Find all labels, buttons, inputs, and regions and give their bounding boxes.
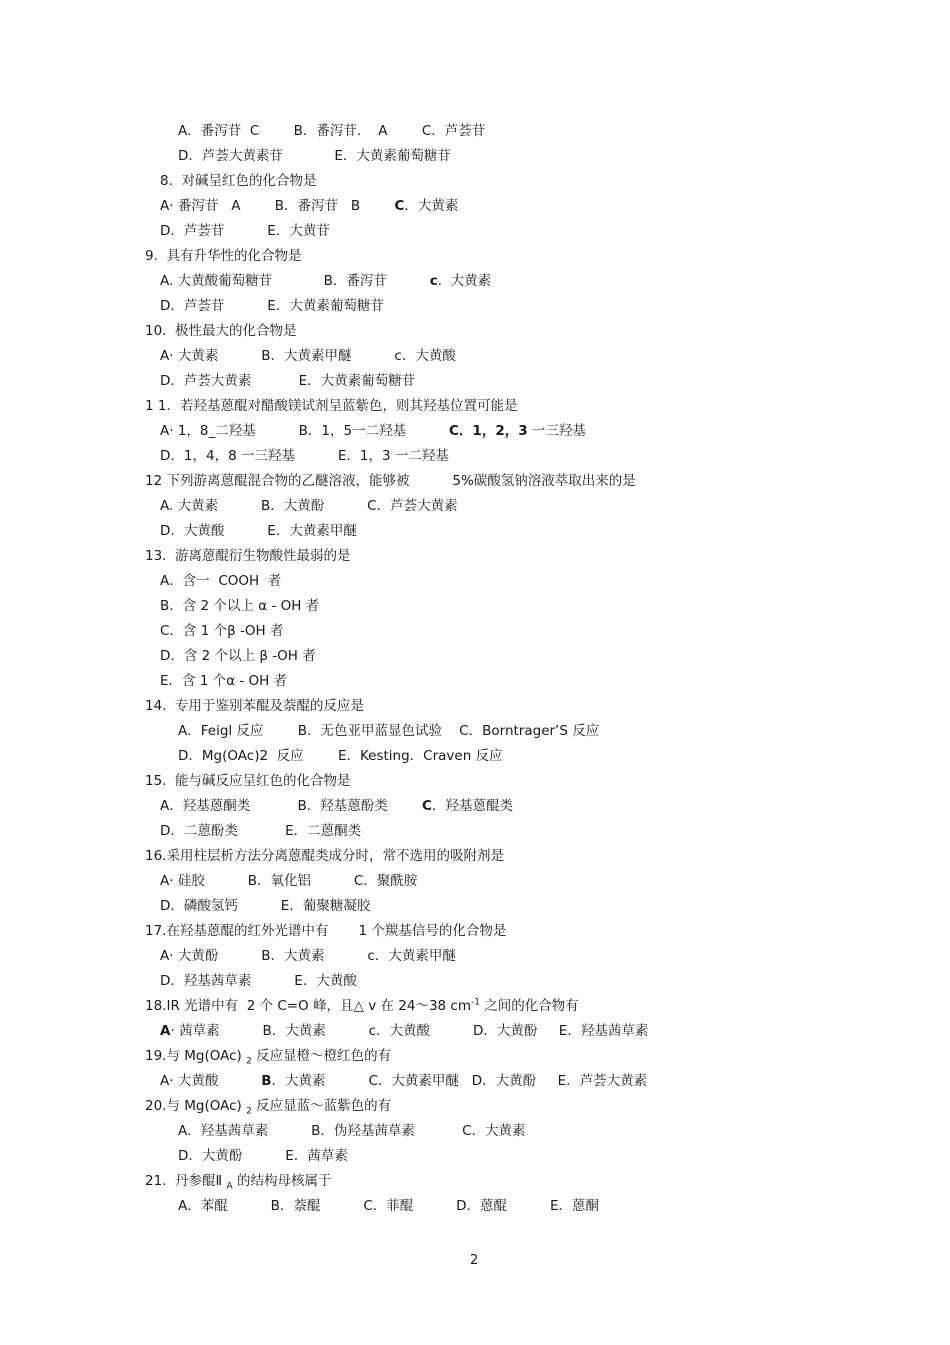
text-line-22 xyxy=(160,647,316,665)
text-line-15 xyxy=(145,472,636,490)
text-line-16 xyxy=(160,497,458,515)
text-segment: C xyxy=(394,198,405,214)
text-segment: A· 大黄酸 xyxy=(160,1073,262,1089)
text-segment: A· 番泻苷 A B．番泻苷 B xyxy=(160,198,395,214)
text-segment: A xyxy=(226,1181,233,1192)
text-line-11 xyxy=(160,372,415,390)
text-segment: D．1，4，8 一三羟基 E．1，3 一二羟基 xyxy=(160,448,449,464)
text-segment: C．含 1 个β -OH 者 xyxy=(160,623,284,639)
text-segment: · 茜草素 B．大黄素 c．大黄酸 D．大黄酚 E．羟基茜草素 xyxy=(170,1023,649,1039)
text-segment: ．大黄素 xyxy=(404,198,459,214)
text-line-6 xyxy=(145,247,301,265)
text-segment: A．含一 COOH 者 xyxy=(160,573,282,589)
text-line-41 xyxy=(178,1122,526,1140)
text-segment: A xyxy=(160,1023,171,1039)
text-line-17 xyxy=(160,522,357,540)
text-segment: 12 下列游离蒽醌混合物的乙醚溶液，能够被 5%碳酸氢钠溶液萃取出来的是 xyxy=(145,473,636,489)
text-line-36 xyxy=(145,997,579,1015)
text-line-25 xyxy=(178,722,599,740)
text-segment: 之间的化合物有 xyxy=(479,998,579,1014)
text-line-32 xyxy=(160,897,370,915)
text-segment: A· 大黄素 B．大黄素甲醚 c．大黄酸 xyxy=(160,348,456,364)
page-number: 2 xyxy=(470,1253,479,1268)
text-line-35 xyxy=(160,972,357,990)
text-segment: D．芦荟大黄素苷 E．大黄素葡萄糖苷 xyxy=(178,148,451,164)
text-segment: D．大黄酸 E．大黄素甲醚 xyxy=(160,523,357,539)
text-segment: -1 xyxy=(471,997,480,1008)
text-line-31 xyxy=(160,872,417,890)
text-segment: 15. 能与碱反应呈红色的化合物是 xyxy=(145,773,351,789)
text-segment: A. 大黄素 B．大黄酚 C．芦荟大黄素 xyxy=(160,498,458,514)
text-line-27 xyxy=(145,772,351,790)
text-segment: 13. 游离蒽醌衍生物酸性最弱的是 xyxy=(145,548,351,564)
text-segment: C xyxy=(422,798,432,814)
text-line-34 xyxy=(160,947,456,965)
text-line-33 xyxy=(145,922,506,940)
text-line-40 xyxy=(145,1097,391,1115)
text-segment: 18.IR 光谱中有 2 个 C=O 峰，且△ v 在 24～38 cm xyxy=(145,998,471,1014)
text-segment: D．二蒽酚类 E．二蒽酮类 xyxy=(160,823,362,839)
text-segment: 2 xyxy=(246,1106,252,1117)
text-segment: A．番泻苷 C B．番泻苷. A C．芦荟苷 xyxy=(178,123,486,139)
text-segment: B xyxy=(261,1073,272,1089)
text-segment: D．芦荟大黄素 E．大黄素葡萄糖苷 xyxy=(160,373,416,389)
text-segment: 19.与 Mg(OAc) xyxy=(145,1048,247,1064)
text-segment: B．含 2 个以上 α - OH 者 xyxy=(160,598,320,614)
text-line-28 xyxy=(160,797,513,815)
text-line-9 xyxy=(145,322,297,340)
text-line-12 xyxy=(145,397,517,415)
text-line-4 xyxy=(160,197,458,215)
text-line-38 xyxy=(145,1047,391,1065)
text-segment: 21. 丹参醌Ⅱ xyxy=(145,1173,227,1189)
text-segment: A．苯醌 B．萘醌 C．菲醌 D．蒽醌 E．蒽酮 xyxy=(178,1198,599,1214)
text-line-37 xyxy=(160,1022,648,1040)
text-segment: D．羟基茜草素 E．大黄酸 xyxy=(160,973,357,989)
text-segment: E．含 1 个α - OH 者 xyxy=(160,673,288,689)
text-segment: 2 xyxy=(246,1056,252,1067)
text-segment: A. 大黄酸葡萄糖苷 B．番泻苷 xyxy=(160,273,430,289)
text-line-7 xyxy=(160,272,491,290)
text-segment: 16.采用柱层析方法分离蒽醌类成分时，常不选用的吸附剂是 xyxy=(145,848,504,864)
text-line-10 xyxy=(160,347,456,365)
text-segment: . 大黄素 xyxy=(437,273,492,289)
text-line-30 xyxy=(145,847,504,865)
text-line-8 xyxy=(160,297,384,315)
text-line-13 xyxy=(160,422,586,440)
text-segment: 反应显橙～橙红色的有 xyxy=(251,1048,392,1064)
text-segment: c xyxy=(429,273,438,289)
text-segment: D．含 2 个以上 β -OH 者 xyxy=(160,648,316,664)
text-line-39 xyxy=(160,1072,647,1090)
text-line-43 xyxy=(145,1172,331,1190)
text-line-44 xyxy=(178,1197,599,1215)
text-line-23 xyxy=(160,672,287,690)
text-segment: D．芦荟苷 E．大黄素葡萄糖苷 xyxy=(160,298,384,314)
text-line-19 xyxy=(160,572,281,590)
text-line-3 xyxy=(160,172,316,190)
text-line-26 xyxy=(178,747,503,765)
text-segment: D．磷酸氢钙 E．葡聚糖凝胶 xyxy=(160,898,371,914)
text-line-29 xyxy=(160,822,361,840)
text-line-1 xyxy=(178,122,485,140)
text-segment: 10. 极性最大的化合物是 xyxy=(145,323,297,339)
text-segment: A．羟基蒽酮类 B．羟基蒽酚类 xyxy=(160,798,423,814)
text-segment: 一三羟基 xyxy=(527,423,586,439)
text-segment: 14. 专用于鉴别苯醌及萘醌的反应是 xyxy=(145,698,365,714)
text-line-14 xyxy=(160,447,449,465)
text-segment: A· 硅胶 B．氧化铝 C．聚酰胺 xyxy=(160,873,418,889)
text-line-21 xyxy=(160,622,283,640)
text-line-18 xyxy=(145,547,351,565)
text-segment: A· 大黄酚 B．大黄素 c．大黄素甲醚 xyxy=(160,948,456,964)
text-segment: 8. 对碱呈红色的化合物是 xyxy=(160,173,317,189)
text-line-42 xyxy=(178,1147,348,1165)
text-segment: C．1，2，3 xyxy=(449,423,528,439)
text-line-2 xyxy=(178,147,451,165)
text-segment: D．大黄酚 E．茜草素 xyxy=(178,1148,348,1164)
text-segment: 17.在羟基蒽醌的红外光谱中有 1 个羰基信号的化合物是 xyxy=(145,923,507,939)
text-line-20 xyxy=(160,597,319,615)
text-segment: 1 1．若羟基蒽醌对醋酸镁试剂呈蓝紫色，则其羟基位置可能是 xyxy=(145,398,518,414)
text-segment: D．Mg(OAc)2 反应 E．Kesting．Craven 反应 xyxy=(178,748,503,764)
text-segment: 9. 具有升华性的化合物是 xyxy=(145,248,302,264)
text-segment: A．Feigl 反应 B．无色亚甲蓝显色试验 C．Borntrager’S 反应 xyxy=(178,723,600,739)
text-segment: ．大黄素 C．大黄素甲醚 D．大黄酚 E．芦荟大黄素 xyxy=(271,1073,648,1089)
text-segment: 的结构母核属于 xyxy=(232,1173,332,1189)
text-line-24 xyxy=(145,697,364,715)
text-segment: 反应显蓝～蓝紫色的有 xyxy=(251,1098,392,1114)
text-segment: A．羟基茜草素 B．伪羟基茜草素 C．大黄素 xyxy=(178,1123,526,1139)
text-segment: 20.与 Mg(OAc) xyxy=(145,1098,247,1114)
text-segment: A· 1，8_二羟基 B．1，5一二羟基 xyxy=(160,423,450,439)
text-segment: D．芦荟苷 E．大黄苷 xyxy=(160,223,330,239)
text-line-5 xyxy=(160,222,330,240)
text-segment: ．羟基蒽醌类 xyxy=(431,798,513,814)
